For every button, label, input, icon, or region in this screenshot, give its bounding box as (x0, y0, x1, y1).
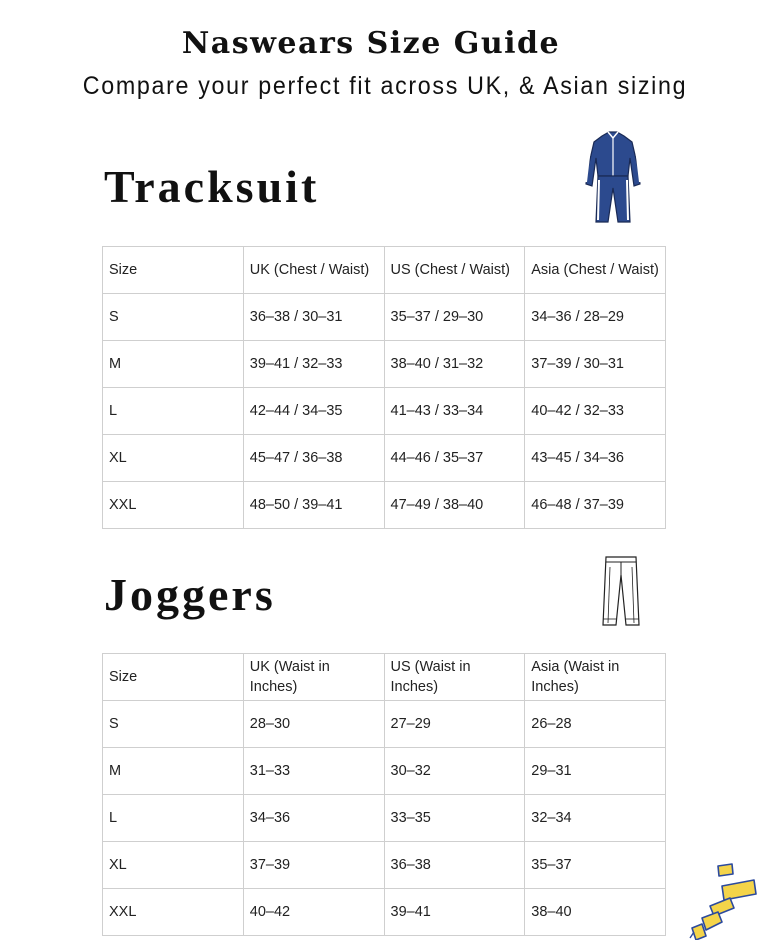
table-row (103, 294, 666, 341)
measurement-cell: 41–43 / 33–34 (384, 388, 525, 435)
table-row (103, 435, 666, 482)
measurement-cell: 40–42 (243, 889, 384, 936)
size-cell: M (103, 341, 244, 388)
size-cell: M (103, 748, 244, 795)
measurement-cell: 45–47 / 36–38 (243, 435, 384, 482)
column-header: US (Waist in Inches) (384, 654, 525, 701)
page-subtitle: Compare your perfect fit across UK, & Asian sizing (82, 72, 688, 100)
measurement-cell: 38–40 (525, 889, 666, 936)
measurement-cell: 29–31 (525, 748, 666, 795)
table-row (103, 842, 666, 889)
measurement-cell: 40–42 / 32–33 (525, 388, 666, 435)
page-title: Naswears Size Guide (181, 26, 561, 61)
size-cell: XXL (103, 889, 244, 936)
size-cell: XL (103, 435, 244, 482)
table-row (103, 341, 666, 388)
tracksuit-heading: Tracksuit (104, 161, 320, 212)
size-cell: XL (103, 842, 244, 889)
size-cell: XXL (103, 482, 244, 529)
joggers-header-row (103, 654, 666, 701)
joggers-size-table (102, 653, 666, 936)
table-row (103, 795, 666, 842)
measurement-cell: 42–44 / 34–35 (243, 388, 384, 435)
measurement-cell: 34–36 (243, 795, 384, 842)
measurement-cell: 47–49 / 38–40 (384, 482, 525, 529)
measurement-cell: 33–35 (384, 795, 525, 842)
tracksuit-icon (582, 128, 644, 226)
column-header: UK (Chest / Waist) (243, 247, 384, 294)
measurement-cell: 26–28 (525, 701, 666, 748)
measurement-cell: 44–46 / 35–37 (384, 435, 525, 482)
measurement-cell: 36–38 / 30–31 (243, 294, 384, 341)
column-header: Asia (Chest / Waist) (525, 247, 666, 294)
measurement-cell: 36–38 (384, 842, 525, 889)
size-cell: S (103, 294, 244, 341)
table-row (103, 388, 666, 435)
size-cell: L (103, 388, 244, 435)
column-header: US (Chest / Waist) (384, 247, 525, 294)
measurement-cell: 30–32 (384, 748, 525, 795)
joggers-heading: Joggers (104, 569, 276, 620)
table-row (103, 748, 666, 795)
tracksuit-size-table (102, 246, 666, 529)
measurement-cell: 39–41 (384, 889, 525, 936)
size-cell: L (103, 795, 244, 842)
sunburst-logo-icon (688, 862, 758, 940)
measurement-cell: 37–39 (243, 842, 384, 889)
measurement-cell: 32–34 (525, 795, 666, 842)
table-row (103, 482, 666, 529)
tracksuit-header-row (103, 247, 666, 294)
column-header: Asia (Waist in Inches) (525, 654, 666, 701)
measurement-cell: 46–48 / 37–39 (525, 482, 666, 529)
measurement-cell: 34–36 / 28–29 (525, 294, 666, 341)
measurement-cell: 43–45 / 34–36 (525, 435, 666, 482)
measurement-cell: 35–37 / 29–30 (384, 294, 525, 341)
column-header: Size (103, 654, 244, 701)
table-row (103, 701, 666, 748)
measurement-cell: 35–37 (525, 842, 666, 889)
size-cell: S (103, 701, 244, 748)
joggers-icon (600, 555, 642, 627)
measurement-cell: 39–41 / 32–33 (243, 341, 384, 388)
measurement-cell: 48–50 / 39–41 (243, 482, 384, 529)
measurement-cell: 27–29 (384, 701, 525, 748)
column-header: UK (Waist in Inches) (243, 654, 384, 701)
table-row (103, 889, 666, 936)
measurement-cell: 28–30 (243, 701, 384, 748)
measurement-cell: 31–33 (243, 748, 384, 795)
column-header: Size (103, 247, 244, 294)
measurement-cell: 38–40 / 31–32 (384, 341, 525, 388)
measurement-cell: 37–39 / 30–31 (525, 341, 666, 388)
